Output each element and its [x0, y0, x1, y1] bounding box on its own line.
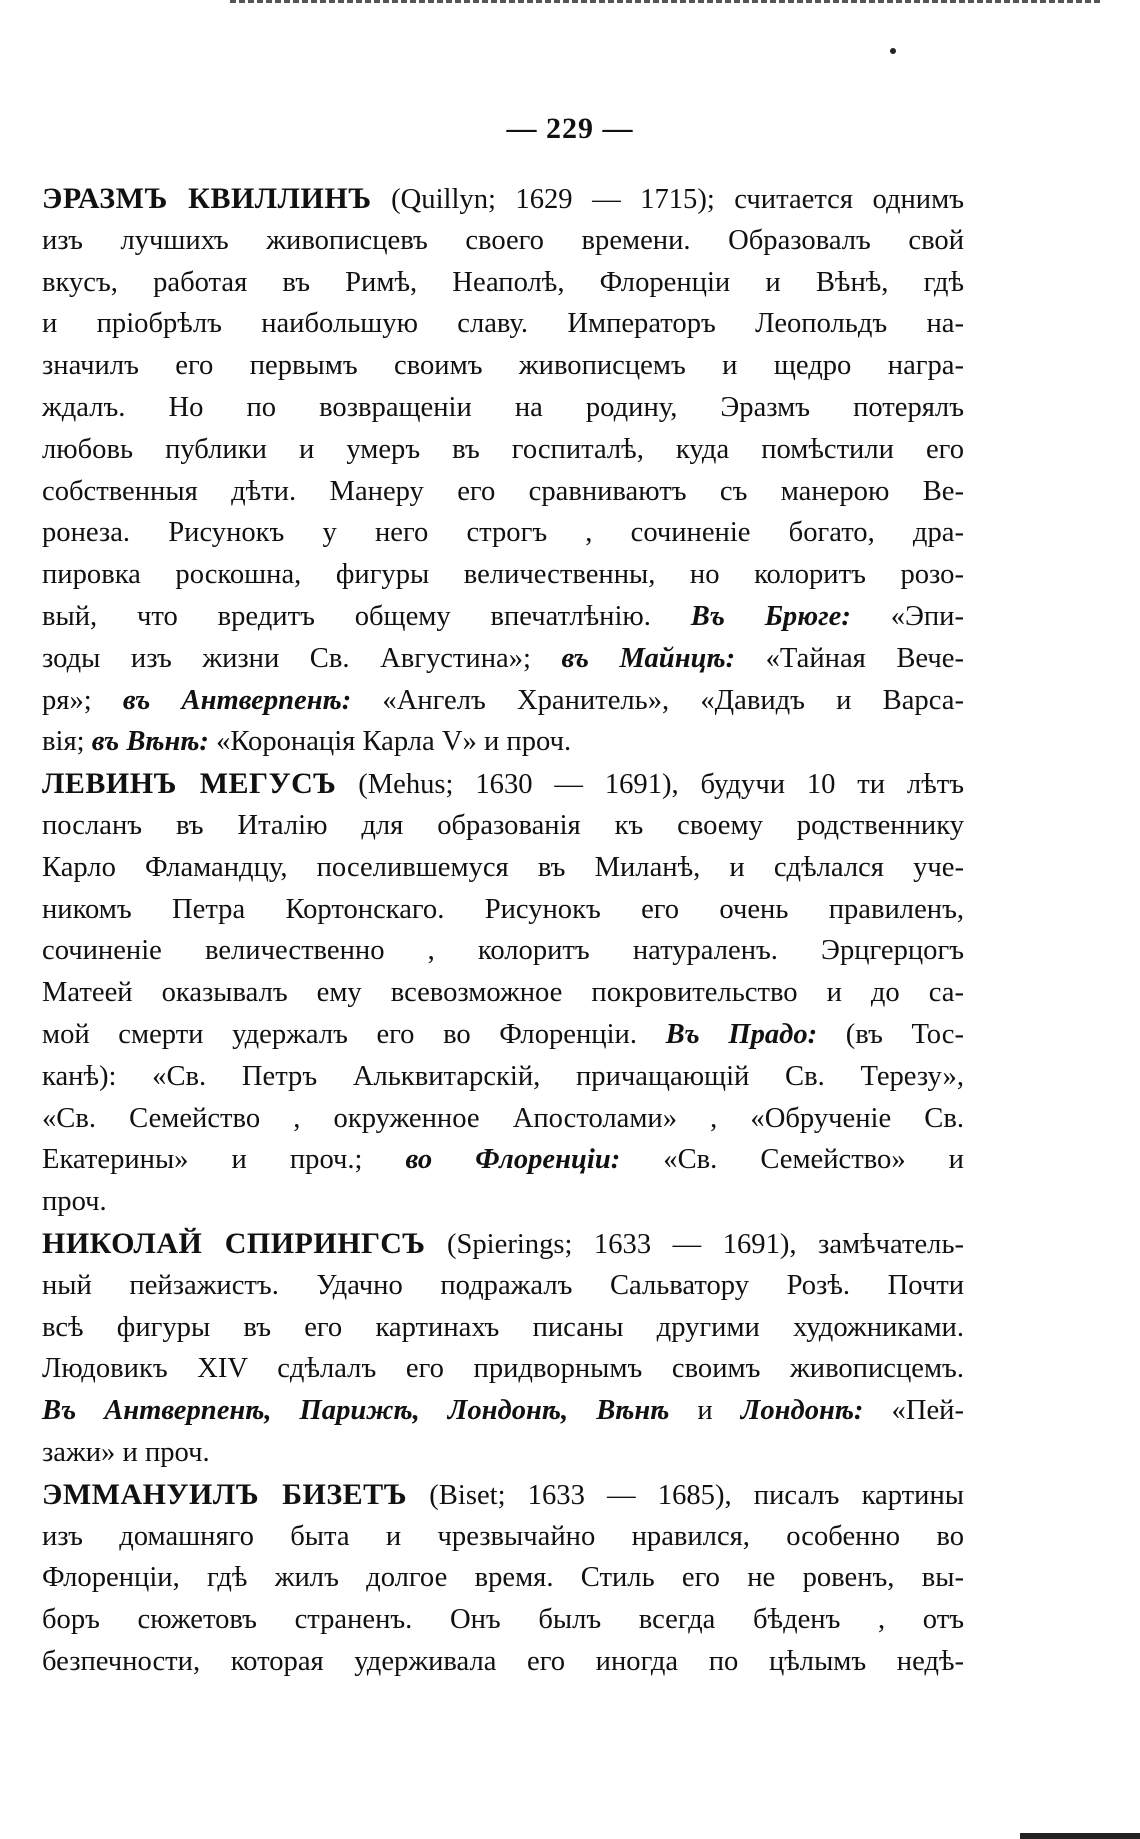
text-line	[42, 1390, 964, 1432]
text-line	[42, 1223, 964, 1265]
artist-name: ЭММАНУИЛЪ БИЗЕТЪ	[42, 1477, 408, 1511]
text-segment: (Quillyn; 1629 — 1715); считается однимъ	[371, 184, 964, 215]
text-line	[42, 1307, 964, 1349]
text-segment: всѣ фигуры въ его картинахъ писаны другими художниками.	[42, 1311, 964, 1343]
text-segment: безпечности, которая удерживала его иногда по цѣлымъ недѣ-	[42, 1645, 964, 1677]
artist-name: НИКОЛАЙ СПИРИНГСЪ	[42, 1226, 426, 1260]
text-segment: любовь публики и умеръ въ госпиталѣ, куда помѣстили его	[42, 433, 964, 465]
ink-dot	[890, 48, 896, 54]
text-line	[42, 345, 964, 387]
location-label: Лондонѣ:	[740, 1395, 864, 1427]
text-segment: «Пей-	[863, 1395, 964, 1427]
text-line	[42, 638, 964, 680]
text-line	[42, 554, 964, 596]
text-segment: ждалъ. Но по возвращеніи на родину, Эразмъ потерялъ	[42, 391, 964, 423]
text-line	[42, 1599, 964, 1641]
text-segment: канѣ): «Св. Петръ Альквитарскій, причащающій Св. Терезу»,	[42, 1060, 964, 1092]
text-line	[42, 1098, 964, 1140]
text-segment: пировка роскошна, фигуры величественны, но колоритъ розо-	[42, 559, 964, 591]
text-line	[42, 930, 964, 972]
text-segment: (въ Тос-	[817, 1018, 965, 1050]
location-label: Въ Брюге:	[690, 600, 851, 632]
text-segment: вый, что вредитъ общему впечатлѣнію.	[42, 600, 691, 632]
text-segment: Карло Фламандцу, поселившемуся въ Миланѣ, и сдѣлался уче-	[42, 851, 964, 883]
text-line	[42, 1181, 964, 1223]
text-line	[42, 1516, 964, 1558]
text-segment: и пріобрѣлъ наибольшую славу. Императоръ Леопольдъ на-	[42, 308, 964, 340]
text-segment: «Ангелъ Хранитель», «Давидъ и Варса-	[351, 684, 964, 716]
page-body	[42, 178, 964, 1683]
text-segment: «Св. Семейство» и	[620, 1144, 964, 1176]
location-label: во Флоренціи:	[405, 1144, 621, 1176]
text-line	[42, 596, 964, 638]
text-segment: (Spierings; 1633 — 1691), замѣчатель-	[425, 1228, 965, 1260]
text-line	[42, 471, 964, 513]
text-segment: боръ сюжетовъ страненъ. Онъ былъ всегда бѣденъ , отъ	[42, 1604, 964, 1636]
text-segment: вія;	[42, 726, 92, 758]
text-segment: Флоренціи, гдѣ жилъ долгое время. Стиль его не ровенъ, вы-	[42, 1562, 964, 1594]
text-segment: сочиненіе величественно , колоритъ натураленъ. Эрцгерцогъ	[42, 935, 964, 967]
text-segment: «Коронація Карла V» и проч.	[208, 726, 572, 758]
text-segment: и	[669, 1395, 741, 1427]
text-line	[42, 972, 964, 1014]
text-segment: ный пейзажистъ. Удачно подражалъ Сальватору Розѣ. Почти	[42, 1269, 964, 1301]
text-segment: (Biset; 1633 — 1685), писалъ картины	[407, 1479, 964, 1511]
text-segment: «Эпи-	[850, 600, 964, 632]
text-line	[42, 1265, 964, 1307]
text-segment: посланъ въ Италію для образованія къ своему родственнику	[42, 809, 964, 841]
text-segment: ронеза. Рисунокъ у него строгъ , сочиненіе богато, дра-	[42, 517, 964, 549]
text-segment: «Св. Семейство , окруженное Апостолами» , «Обрученіе Св.	[42, 1102, 964, 1134]
location-label: Въ Антверпенѣ, Парижѣ, Лондонѣ, Вѣнѣ	[42, 1395, 670, 1427]
text-line	[42, 763, 964, 805]
text-line	[42, 1056, 964, 1098]
location-label: въ Майнцѣ:	[561, 642, 736, 674]
text-segment: вкусъ, работая въ Римѣ, Неаполѣ, Флоренціи и Вѣнѣ, гдѣ	[42, 266, 964, 298]
location-label: въ Антверпенѣ:	[122, 684, 352, 716]
text-segment: значилъ его первымъ своимъ живописцемъ и щедро награ-	[42, 350, 964, 382]
text-segment: изъ домашняго быта и чрезвычайно нравился, особенно во	[42, 1520, 964, 1552]
text-segment: изъ лучшихъ живописцевъ своего времени. Образовалъ свой	[42, 224, 964, 256]
text-segment: Екатерины» и проч.;	[42, 1144, 406, 1176]
text-line	[42, 889, 964, 931]
page-number: — 229 —	[506, 112, 634, 145]
scan-edge-mark	[1020, 1833, 1140, 1839]
text-line	[42, 1139, 964, 1181]
location-label: Въ Прадо:	[665, 1018, 818, 1050]
text-line	[42, 262, 964, 304]
text-segment: мой смерти удержалъ его во Флоренціи.	[42, 1018, 666, 1050]
text-line	[42, 1348, 964, 1390]
artist-name: ЛЕВИНЪ МЕГУСЪ	[42, 767, 337, 801]
text-segment: Людовикъ XIV сдѣлалъ его придворнымъ своимъ живописцемъ.	[42, 1353, 964, 1385]
text-segment: ря»;	[42, 684, 123, 716]
text-segment: проч.	[42, 1186, 107, 1218]
text-line	[42, 805, 964, 847]
text-segment: никомъ Петра Кортонскаго. Рисунокъ его очень правиленъ,	[42, 893, 964, 925]
text-line	[42, 721, 964, 763]
text-segment: зажи» и проч.	[42, 1436, 210, 1468]
location-label: въ Вѣнѣ:	[91, 726, 209, 758]
scan-top-rule	[230, 0, 1100, 11]
text-line	[42, 680, 964, 722]
text-line	[42, 429, 964, 471]
text-line	[42, 847, 964, 889]
text-line	[42, 1641, 964, 1683]
text-line	[42, 387, 964, 429]
text-segment: зоды изъ жизни Св. Августина»;	[42, 642, 562, 674]
text-line	[42, 512, 964, 554]
text-segment: собственныя дѣти. Манеру его сравниваютъ съ манерою Ве-	[42, 475, 964, 507]
text-line	[42, 178, 964, 220]
text-line	[42, 220, 964, 262]
text-segment: (Mehus; 1630 — 1691), будучи 10 ти лѣтъ	[336, 769, 964, 801]
text-segment: Матеей оказывалъ ему всевозможное покровительство и до са-	[42, 977, 964, 1009]
text-line	[42, 1557, 964, 1599]
text-line	[42, 303, 964, 345]
text-line	[42, 1432, 964, 1474]
text-line	[42, 1014, 964, 1056]
text-line	[42, 1474, 964, 1516]
text-segment: «Тайная Вече-	[735, 642, 964, 674]
artist-name: ЭРАЗМЪ КВИЛЛИНЪ	[42, 182, 372, 215]
